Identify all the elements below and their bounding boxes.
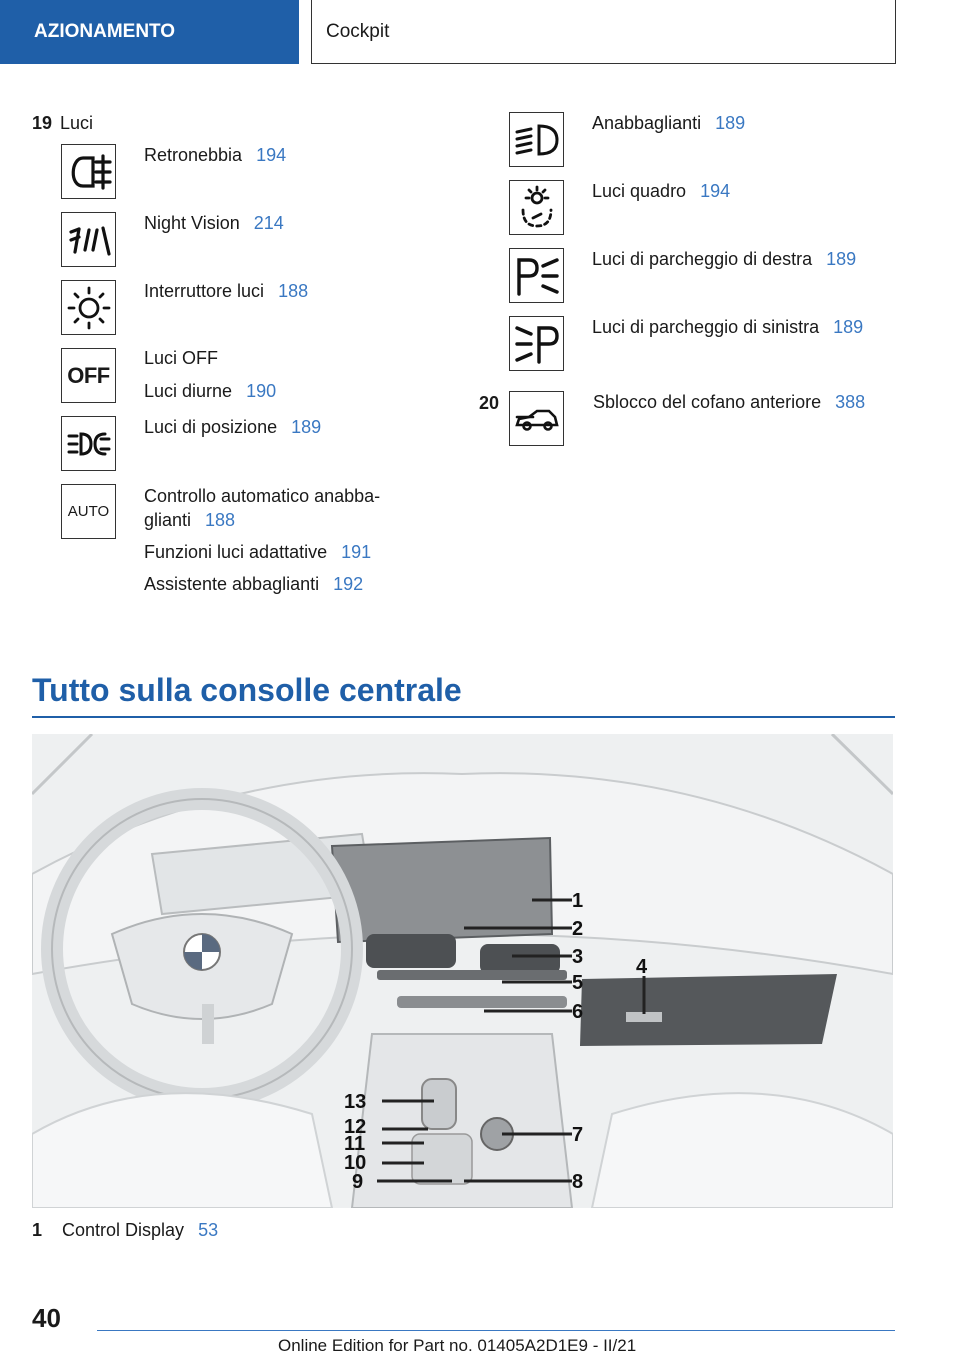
low-beam-icon bbox=[509, 112, 564, 167]
entry-anabbaglianti bbox=[592, 111, 745, 136]
parking-light-right-icon bbox=[509, 248, 564, 303]
page-ref-link[interactable]: 188 bbox=[278, 281, 309, 301]
page-ref-link[interactable]: 192 bbox=[333, 574, 364, 594]
entry-luci-diurne bbox=[144, 379, 276, 404]
entry-text: Retronebbia bbox=[144, 145, 243, 165]
parking-light-left-icon bbox=[509, 316, 564, 371]
callout-13: 13 bbox=[344, 1091, 367, 1113]
callout-2: 2 bbox=[572, 918, 584, 940]
off-icon bbox=[61, 348, 116, 403]
entry-parcheggio-destra bbox=[592, 247, 856, 272]
entry-text: Luci di parcheggio di sinistra bbox=[592, 317, 820, 337]
entry-text: Sblocco del cofano anteriore bbox=[593, 392, 822, 412]
page-ref-link[interactable]: 189 bbox=[291, 417, 322, 437]
entry-text: glianti bbox=[144, 510, 192, 530]
page-number: 40 bbox=[32, 1303, 61, 1333]
entry-interruttore-luci bbox=[144, 279, 308, 304]
item-number: 19 bbox=[32, 113, 53, 133]
entry-night-vision bbox=[144, 211, 284, 236]
callout-9: 9 bbox=[352, 1171, 364, 1193]
callout-7: 7 bbox=[572, 1124, 584, 1146]
page-ref-link[interactable]: 190 bbox=[246, 381, 277, 401]
night-vision-icon bbox=[61, 212, 116, 267]
side-lights-icon bbox=[61, 416, 116, 471]
callout-12: 12 bbox=[344, 1116, 367, 1138]
entry-text: Funzioni luci adattative bbox=[144, 542, 328, 562]
rear-fog-light-icon bbox=[61, 144, 116, 199]
entry-glianti bbox=[144, 508, 235, 533]
section-tab: AZIONAMENTO bbox=[0, 0, 299, 64]
auto-icon-text: AUTO bbox=[67, 503, 110, 520]
entry-parcheggio-sinistra bbox=[592, 315, 863, 340]
page-ref-link[interactable]: 188 bbox=[205, 510, 236, 530]
entry-text: Interruttore luci bbox=[144, 281, 265, 301]
entry-text: Assistente abbaglianti bbox=[144, 574, 320, 594]
entry-retronebbia bbox=[144, 143, 286, 168]
auto-icon bbox=[61, 484, 116, 539]
entry-text: Luci di parcheggio di destra bbox=[592, 249, 813, 269]
callout-1: 1 bbox=[572, 890, 584, 912]
entry-text: Luci quadro bbox=[592, 181, 687, 201]
entry-funzioni-adattative bbox=[144, 540, 371, 565]
entry-controllo-automatico bbox=[144, 484, 380, 509]
entry-luci-quadro bbox=[592, 179, 730, 204]
instrument-lighting-icon bbox=[509, 180, 564, 235]
entry-text: Anabbaglianti bbox=[592, 113, 702, 133]
caption-text: Control Display bbox=[62, 1220, 185, 1240]
page-ref-link[interactable]: 189 bbox=[715, 113, 746, 133]
page-ref-link[interactable]: 194 bbox=[256, 145, 287, 165]
entry-text: Night Vision bbox=[144, 213, 240, 233]
off-icon-text: OFF bbox=[67, 362, 110, 388]
page-ref-link[interactable]: 388 bbox=[835, 392, 866, 412]
entry-text: Controllo automatico anabba- bbox=[144, 486, 381, 506]
section-rule bbox=[32, 716, 895, 718]
page-ref-link[interactable]: 194 bbox=[700, 181, 731, 201]
caption-number: 1 bbox=[32, 1220, 43, 1240]
page-header bbox=[0, 0, 960, 66]
item-number: 20 bbox=[479, 393, 500, 413]
figure-caption bbox=[32, 1220, 218, 1241]
callout-3: 3 bbox=[572, 946, 584, 968]
page-ref-link[interactable]: 214 bbox=[253, 213, 284, 233]
callout-4: 4 bbox=[636, 956, 648, 978]
entry-luci-posizione bbox=[144, 415, 321, 440]
light-switch-icon bbox=[61, 280, 116, 335]
page-ref-link[interactable]: 189 bbox=[833, 317, 864, 337]
hood-release-icon bbox=[509, 391, 564, 446]
page-ref-link[interactable]: 53 bbox=[198, 1220, 219, 1240]
page-ref-link[interactable]: 189 bbox=[826, 249, 857, 269]
chapter-title: Cockpit bbox=[311, 0, 896, 64]
entry-text: Luci di posizione bbox=[144, 417, 278, 437]
callout-5: 5 bbox=[572, 972, 584, 994]
entry-sblocco-cofano bbox=[593, 390, 865, 415]
footer-rule bbox=[97, 1330, 895, 1331]
group-label: Luci bbox=[60, 113, 94, 133]
callout-10: 10 bbox=[344, 1152, 367, 1174]
entry-text: Luci diurne bbox=[144, 381, 233, 401]
footer-edition-text: Online Edition for Part no. 01405A2D1E9 - II/21 bbox=[278, 1336, 637, 1355]
entry-luci-off bbox=[144, 346, 218, 371]
section-title: Tutto sulla consolle centrale bbox=[32, 672, 462, 708]
callout-11: 11 bbox=[344, 1133, 366, 1155]
cockpit-illustration bbox=[32, 734, 893, 1208]
entry-text: Luci OFF bbox=[144, 348, 219, 368]
entry-assistente-abbaglianti bbox=[144, 572, 363, 597]
callout-6: 6 bbox=[572, 1001, 584, 1023]
page-ref-link[interactable]: 191 bbox=[341, 542, 372, 562]
callout-8: 8 bbox=[572, 1171, 584, 1193]
